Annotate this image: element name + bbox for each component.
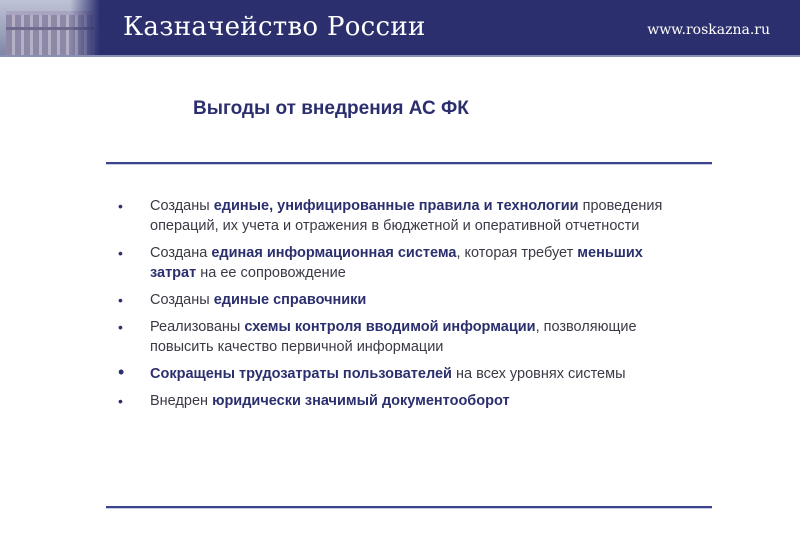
bullet-text: Внедрен [150,393,213,409]
bullet-item [118,317,678,357]
bullet-dot-icon: • [118,245,123,261]
bullet-text: на ее сопровождение [196,265,346,281]
bullet-text-bold: единые справочники [213,292,367,308]
bullet-text: , которая требует [456,245,578,261]
bullet-text-bold: единая информационная система [211,245,457,261]
bullet-text: проведения операций, их учета и отражения в бюджетной и оперативной отчетности [150,198,663,234]
bullet-dot-icon: • [118,292,123,308]
bullet-dot-icon: • [118,362,125,382]
bullet-text-bold: меньших затрат [150,245,643,281]
bullet-text: , позволяющие повысить качество первичной информации [150,319,637,355]
bullet-item [118,391,678,411]
bullet-item [118,364,678,384]
bullet-dot-icon: • [118,393,123,409]
bullet-text-bold: юридически значимый документооборот [212,393,510,409]
bullet-item [118,243,678,283]
slide-title: Выгоды от внедрения АС ФК [193,98,469,119]
bullet-text-bold: единые, унифицированные правила и технологии [213,198,579,214]
brand-title: Казначейство России [123,12,426,42]
top-divider [106,162,712,164]
bullet-list [118,196,678,418]
bullet-dot-icon: • [118,198,123,214]
header-rule [0,55,800,57]
bullet-item [118,290,678,310]
bullet-text: Созданы [150,292,214,308]
bullet-text: Реализованы [150,319,245,335]
bullet-text: Созданы [150,198,214,214]
bullet-text: на всех уровнях системы [451,366,626,382]
header-bar [0,0,800,55]
bullet-text: Создана [150,245,212,261]
bullet-text-bold: схемы контроля вводимой информации [244,319,536,335]
bottom-divider [106,506,712,508]
building-photo-icon [0,0,100,55]
bullet-dot-icon: • [118,319,123,335]
bullet-text-bold: Сокращены трудозатраты пользователей [150,366,452,382]
bullet-item [118,196,678,236]
site-url: www.roskazna.ru [647,22,770,38]
